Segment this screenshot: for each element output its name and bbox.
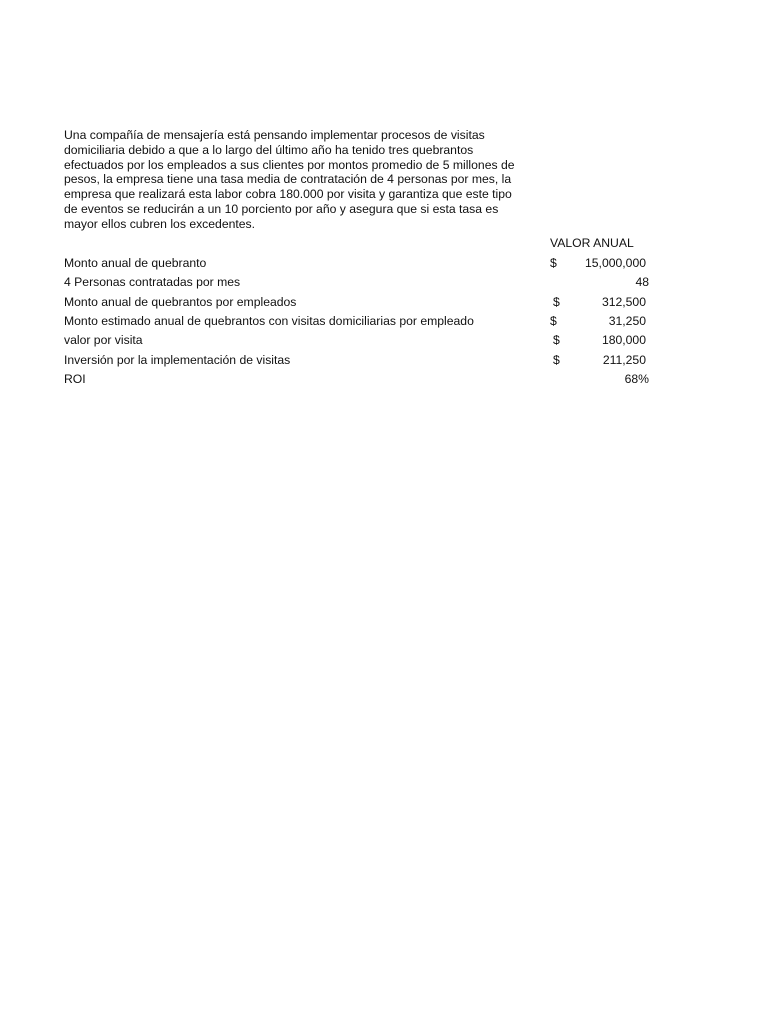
row-value: 211,250 xyxy=(602,353,646,367)
table-row xyxy=(64,295,654,313)
intro-line: mayor ellos cubren los excedentes. xyxy=(64,216,256,231)
row-label: 4 Personas contratadas por mes xyxy=(64,275,241,289)
currency-symbol: $ xyxy=(553,353,560,367)
intro-line: domiciliaria debido a que a lo largo del último año ha tenido tres quebrantos xyxy=(64,142,474,157)
row-value: 312,500 xyxy=(601,295,646,309)
intro-line: Una compañía de mensajería está pensando implementar procesos de visitas xyxy=(64,128,485,142)
row-value: 31,250 xyxy=(608,314,646,328)
roi-value: 68% xyxy=(624,372,649,386)
row-value: 15,000,000 xyxy=(585,256,646,270)
currency-symbol: $ xyxy=(553,295,560,309)
row-label: Inversión por la implementación de visitas xyxy=(64,353,291,367)
row-label: ROI xyxy=(64,372,86,386)
value-column-header: VALOR ANUAL xyxy=(550,236,634,250)
currency-symbol: $ xyxy=(550,256,557,270)
intro-line: empresa que realizará esta labor cobra 180.000 por visita y garantiza que este tipo xyxy=(64,187,512,202)
table-row xyxy=(64,256,654,274)
currency-symbol: $ xyxy=(550,314,557,328)
row-label: valor por visita xyxy=(64,333,143,347)
table-row xyxy=(64,353,654,371)
intro-line: pesos, la empresa tiene una tasa media de contratación de 4 personas por mes, la xyxy=(64,172,512,187)
row-label: Monto estimado anual de quebrantos con visitas domiciliarias por empleado xyxy=(64,314,474,328)
table-row xyxy=(64,333,654,351)
intro-line: de eventos se reducirán a un 10 porciento por año y asegura que si esta tasa es xyxy=(64,201,499,216)
row-label: Monto anual de quebranto xyxy=(64,256,207,270)
row-value: 180,000 xyxy=(601,333,646,347)
row-label: Monto anual de quebrantos por empleados xyxy=(64,295,297,309)
row-value: 48 xyxy=(635,275,649,289)
currency-symbol: $ xyxy=(553,333,560,347)
problem-statement xyxy=(64,128,536,232)
table-row xyxy=(64,275,654,293)
table-row xyxy=(64,372,654,390)
intro-line: efectuados por los empleados a sus clientes por montos promedio de 5 millones de xyxy=(64,157,515,172)
table-row xyxy=(64,314,654,332)
